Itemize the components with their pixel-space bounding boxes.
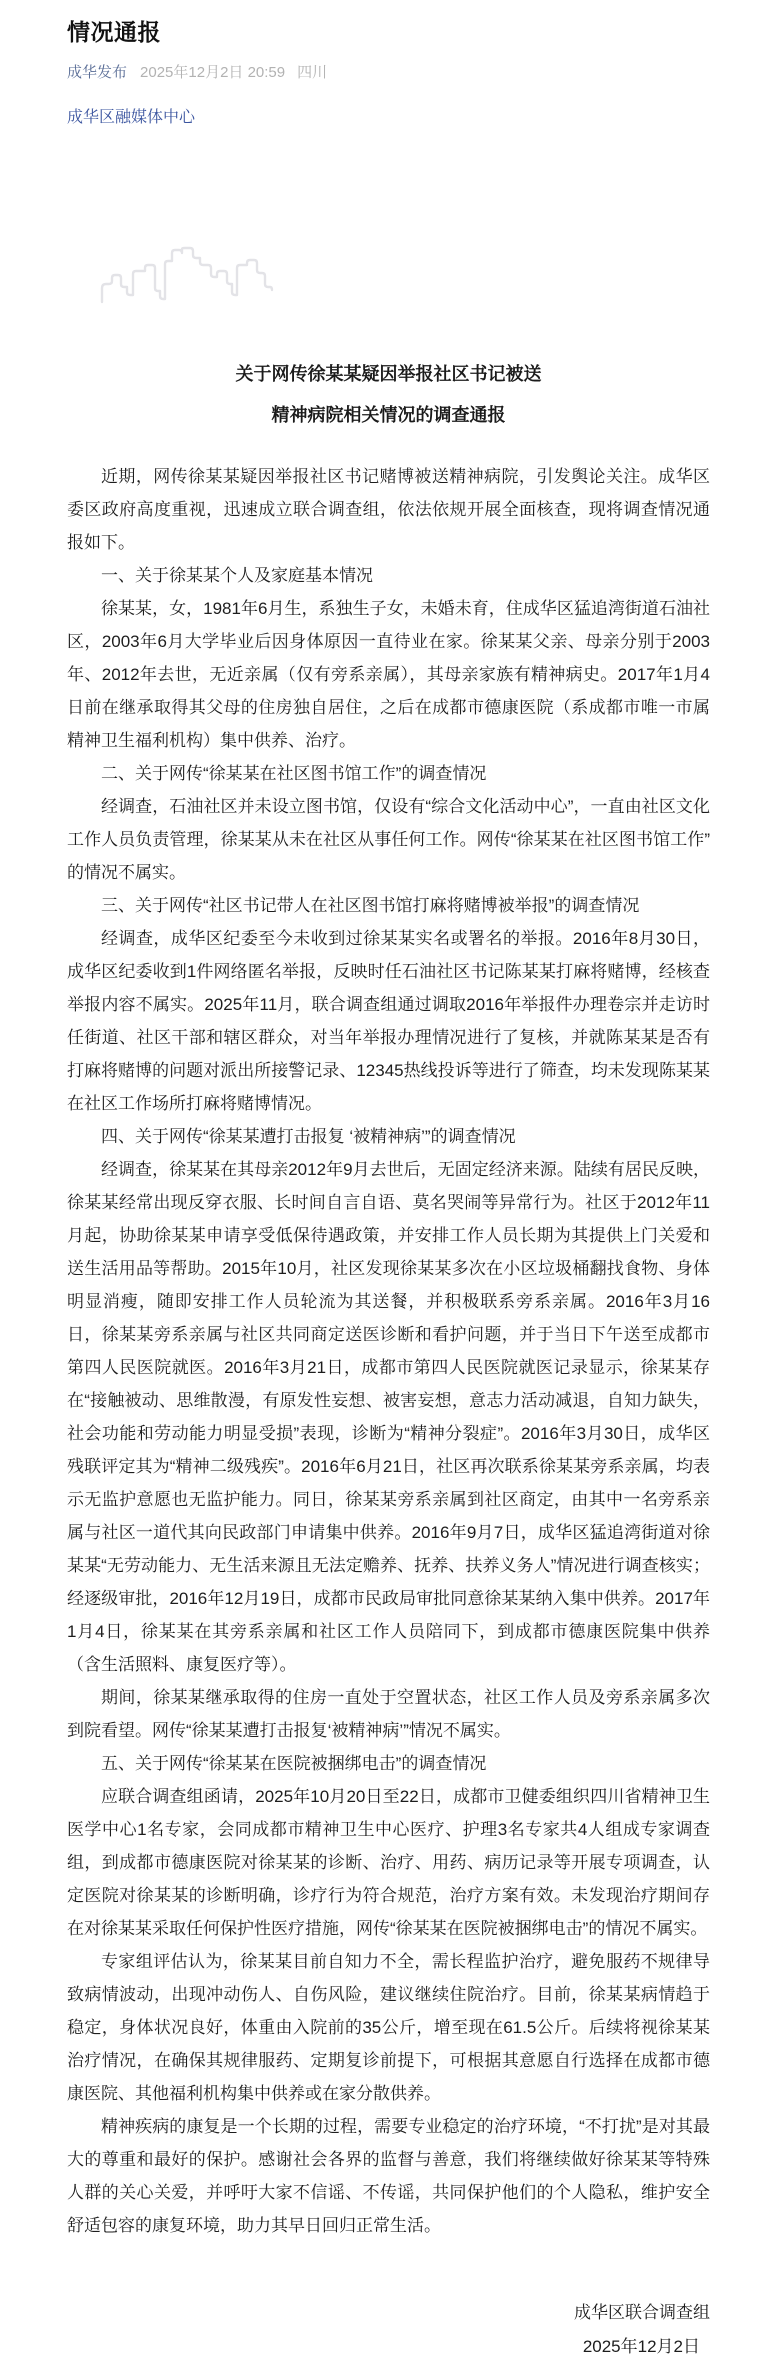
document-body xyxy=(67,460,710,2242)
account-name-link[interactable]: 成华发布 xyxy=(67,64,128,81)
source-link[interactable]: 成华区融媒体中心 xyxy=(67,109,196,126)
publish-timestamp: 2025年12月2日 20:59 xyxy=(140,64,286,81)
section-heading: 二、关于网传“徐某某在社区图书馆工作”的调查情况 xyxy=(101,764,487,783)
section-heading: 一、关于徐某某个人及家庭基本情况 xyxy=(101,566,373,585)
city-skyline-icon xyxy=(100,246,274,304)
document-paragraph: 徐某某，女，1981年6月生，系独生子女，未婚未育，住成华区猛追湾街道石油社区，2003年6月大学毕业后因身体原因一直待业在家。徐某某父亲、母亲分别于2003年、2012年去世，无近亲属（仅有旁系亲属），其母亲家族有精神病史。2017年1月4日前在继承取得其父母的住房独自居住，之后在成都市德康医院（系成都市唯一市属精神卫生福利机构）集中供养、治疗。 xyxy=(67,599,710,750)
document-paragraph: 经调查，徐某某在其母亲2012年9月去世后，无固定经济来源。陆续有居民反映，徐某某经常出现反穿衣服、长时间自言自语、莫名哭闹等异常行为。社区于2012年11月起，协助徐某某申请享受低保待遇政策，并安排工作人员长期为其提供上门关爱和送生活用品等帮助。2015年10月，社区发现徐某某多次在小区垃圾桶翻找食物、身体明显消瘦，随即安排工作人员轮流为其送餐，并积极联系旁系亲属。2016年3月16日，徐某某旁系亲属与社区共同商定送医诊断和看护问题，并于当日下午送至成都市第四人民医院就医。2016年3月21日，成都市第四人民医院就医记录显示，徐某某存在“接触被动、思维散漫，有原发性妄想、被害妄想，意志力活动减退，自知力缺失，社会功能和劳动能力明显受损”表现，诊断为“精神分裂症”。2016年3月30日，成华区残联评定其为“精神二级残疾”。2016年6月21日，社区再次联系徐某某旁系亲属，均表示无监护意愿也无监护能力。同日，徐某某旁系亲属到社区商定，由其中一名旁系亲属与社区一道代其向民政部门申请集中供养。2016年9月7日，成华区猛追湾街道对徐某某“无劳动能力、无生活来源且无法定赡养、抚养、扶养义务人”情况进行调查核实；经逐级审批，2016年12月19日，成都市民政局审批同意徐某某纳入集中供养。2017年1月4日，徐某某在其旁系亲属和社区工作人员陪同下，到成都市德康医院集中供养（含生活照料、康复医疗等）。 xyxy=(67,1160,710,1674)
document-paragraph: 期间，徐某某继承取得的住房一直处于空置状态，社区工作人员及旁系亲属多次到院看望。网传“徐某某遭打击报复‘被精神病’”情况不属实。 xyxy=(67,1688,710,1740)
document-paragraph: 应联合调查组函请，2025年10月20日至22日，成都市卫健委组织四川省精神卫生医学中心1名专家，会同成都市精神卫生中心医疗、护理3名专家共4人组成专家调查组，到成都市德康医院对徐某某的诊断、治疗、用药、病历记录等开展专项调查，认定医院对徐某某的诊断明确，诊疗行为符合规范，治疗方案有效。未发现治疗期间存在对徐某某采取任何保护性医疗措施，网传“徐某某在医院被捆绑电击”的情况不属实。 xyxy=(67,1787,710,1938)
signature-date: 2025年12月2日 xyxy=(582,2337,700,2356)
publish-region: 四川 xyxy=(297,64,328,81)
document-title-line2: 精神病院相关情况的调查通报 xyxy=(271,405,506,425)
document-paragraph: 经调查，成华区纪委至今未收到过徐某某实名或署名的举报。2016年8月30日，成华区纪委收到1件网络匿名举报，反映时任石油社区书记陈某某打麻将赌博，经核查举报内容不属实。2025年11月，联合调查组通过调取2016年举报件办理卷宗并走访时任街道、社区干部和辖区群众，对当年举报办理情况进行了复核，并就陈某某是否有打麻将赌博的问题对派出所接警记录、12345热线投诉等进行了筛查，均未发现陈某某在社区工作场所打麻将赌博情况。 xyxy=(67,929,710,1113)
signature-org: 成华区联合调查组 xyxy=(574,2303,710,2322)
document-title xyxy=(67,354,710,436)
skyline-illustration xyxy=(100,246,274,304)
document-paragraph: 经调查，石油社区并未设立图书馆，仅设有“综合文化活动中心”，一直由社区文化工作人员负责管理，徐某某从未在社区从事任何工作。网传“徐某某在社区图书馆工作”的情况不属实。 xyxy=(67,797,710,882)
document-paragraph: 专家组评估认为，徐某某目前自知力不全，需长程监护治疗，避免服药不规律导致病情波动，出现冲动伤人、自伤风险，建议继续住院治疗。目前，徐某某病情趋于稳定，身体状况良好，体重由入院前的35公斤，增至现在61.5公斤。后续将视徐某某治疗情况，在确保其规律服药、定期复诊前提下，可根据其意愿自行选择在成都市德康医院、其他福利机构集中供养或在家分散供养。 xyxy=(67,1952,710,2103)
signature-block xyxy=(67,2296,710,2364)
section-heading: 四、关于网传“徐某某遭打击报复 ‘被精神病’”的调查情况 xyxy=(101,1127,516,1146)
document-paragraph: 近期，网传徐某某疑因举报社区书记赌博被送精神病院，引发舆论关注。成华区委区政府高度重视，迅速成立联合调查组，依法依规开展全面核查，现将调查情况通报如下。 xyxy=(67,467,710,552)
section-heading: 五、关于网传“徐某某在医院被捆绑电击”的调查情况 xyxy=(101,1754,487,1773)
article-meta xyxy=(67,62,710,84)
page-title: 情况通报 xyxy=(67,19,161,45)
section-heading: 三、关于网传“社区书记带人在社区图书馆打麻将赌博被举报”的调查情况 xyxy=(101,896,640,915)
document-title-line1: 关于网传徐某某疑因举报社区书记被送 xyxy=(235,364,542,384)
document-paragraph: 精神疾病的康复是一个长期的过程，需要专业稳定的治疗环境，“不打扰”是对其最大的尊重和最好的保护。感谢社会各界的监督与善意，我们将继续做好徐某某等特殊人群的关心关爱，并呼吁大家不信谣、不传谣，共同保护他们的个人隐私，维护安全舒适包容的康复环境，助力其早日回归正常生活。 xyxy=(67,2117,710,2235)
